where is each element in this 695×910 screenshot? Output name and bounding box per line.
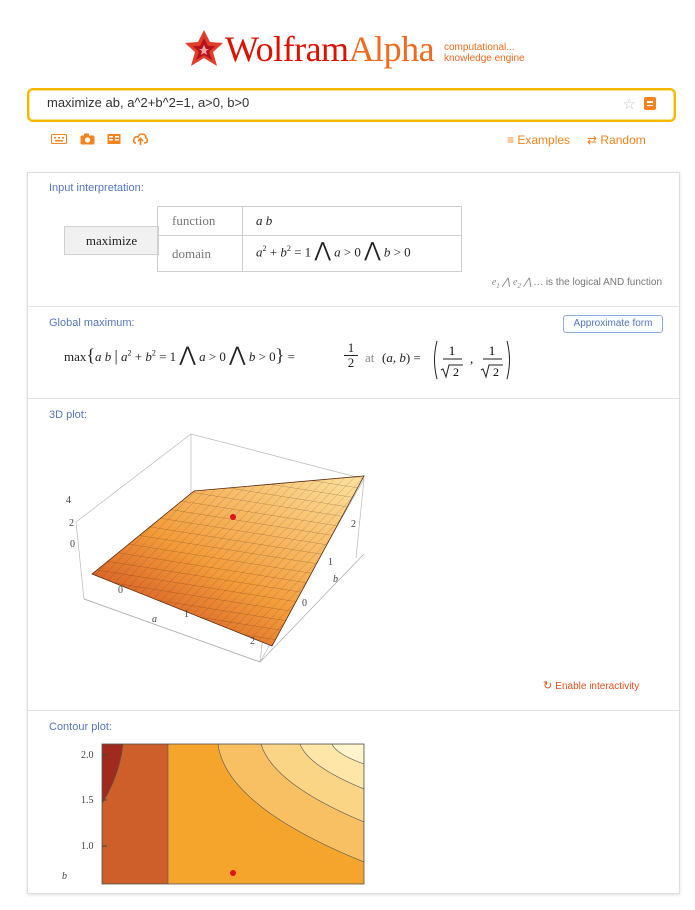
function-row bbox=[158, 207, 461, 236]
random-link[interactable] bbox=[587, 133, 646, 147]
domain-label: domain bbox=[172, 246, 211, 261]
surface-plot bbox=[48, 428, 378, 678]
brand-wolfram-text: Wolfram bbox=[225, 29, 349, 69]
tagline-line1: computational... bbox=[444, 42, 515, 53]
data-input-icon[interactable] bbox=[107, 133, 121, 145]
results-panel bbox=[27, 172, 680, 894]
a-tick-label: 1 bbox=[184, 609, 189, 620]
contour-maximum-marker bbox=[230, 870, 236, 876]
interactivity-icon: ↻ bbox=[543, 680, 556, 692]
search-bar bbox=[27, 88, 676, 122]
keyboard-icon[interactable] bbox=[51, 133, 67, 145]
max-fraction-denominator: 2 bbox=[347, 355, 355, 370]
enable-interactivity-link[interactable] bbox=[543, 679, 639, 692]
brand-wordmark bbox=[225, 30, 434, 68]
maximum-result: max{a b | $a^2 + b^2 = 1$ ⋀ a > 0 ⋀ b > 0} = bbox=[64, 344, 295, 366]
star-icon[interactable]: ☆ bbox=[622, 96, 636, 113]
max-fraction bbox=[344, 341, 358, 370]
approximate-form-button[interactable]: Approximate form bbox=[563, 315, 663, 333]
b-tick-label: 2 bbox=[351, 519, 356, 530]
function-label-cell bbox=[158, 207, 243, 235]
z-tick-label: 0 bbox=[70, 539, 75, 550]
b-tick-label: 0 bbox=[302, 598, 307, 609]
max-fraction-numerator: 1 bbox=[344, 341, 358, 356]
examples-link[interactable] bbox=[507, 133, 570, 147]
pod-title-global-maximum: Global maximum: bbox=[49, 317, 135, 329]
random-label: Random bbox=[600, 133, 646, 147]
function-value: a b bbox=[256, 213, 273, 228]
wolfram-alpha-logo[interactable] bbox=[183, 28, 543, 74]
search-input[interactable] bbox=[47, 95, 587, 110]
a-axis-label: a bbox=[152, 614, 157, 625]
pod-3d-plot bbox=[28, 398, 679, 711]
logical-and-note: $e_1$ ⋀ $e_2$ ⋀ … is the logical AND function bbox=[491, 277, 662, 290]
brand-alpha-text: Alpha bbox=[348, 29, 435, 69]
svg-text:,: , bbox=[470, 351, 474, 366]
svg-text:1: 1 bbox=[448, 343, 456, 358]
svg-text:2: 2 bbox=[453, 365, 459, 379]
surface-mesh bbox=[92, 476, 364, 646]
interpretation-table bbox=[157, 206, 462, 272]
pod-global-maximum bbox=[28, 306, 679, 399]
operation-cell: maximize bbox=[64, 226, 159, 255]
pod-title-input: Input interpretation: bbox=[49, 182, 144, 194]
maximum-point-marker bbox=[230, 514, 236, 520]
argmax-vector bbox=[430, 339, 514, 381]
b-axis-label: b bbox=[333, 574, 338, 585]
z-tick-label: 4 bbox=[66, 495, 71, 506]
svg-text:1: 1 bbox=[488, 343, 496, 358]
pod-title-3d-plot: 3D plot: bbox=[49, 409, 87, 421]
domain-value: $a^2 + b^2 = 1$ ⋀ a > 0 ⋀ b > 0 bbox=[256, 239, 411, 262]
argmax-point: (a, b) = bbox=[382, 350, 421, 365]
svg-text:2: 2 bbox=[493, 365, 499, 379]
contour-y-tick-label: 1.0 bbox=[81, 841, 94, 852]
pod-contour-plot bbox=[28, 710, 679, 910]
contour-y-tick-label: 2.0 bbox=[81, 750, 94, 761]
contour-y-axis-label: b bbox=[62, 871, 67, 882]
enable-interactivity-label: Enable interactivity bbox=[555, 681, 640, 692]
tagline bbox=[444, 42, 525, 64]
a-tick-label: 2 bbox=[250, 636, 255, 647]
go-icon[interactable] bbox=[644, 97, 656, 110]
tagline-line2: knowledge engine bbox=[444, 53, 525, 64]
upload-icon[interactable] bbox=[133, 133, 148, 146]
note-text: is the logical AND function bbox=[545, 277, 662, 288]
domain-label-cell bbox=[158, 236, 243, 271]
at-word: at bbox=[365, 350, 375, 365]
examples-label: Examples bbox=[517, 133, 571, 147]
contour-y-tick-label: 1.5 bbox=[81, 795, 94, 806]
a-tick-label: 0 bbox=[118, 585, 123, 596]
contour-plot bbox=[62, 744, 368, 884]
shuffle-icon: ⇄ bbox=[587, 133, 601, 147]
pod-title-contour-plot: Contour plot: bbox=[49, 721, 112, 733]
b-tick-label: 1 bbox=[328, 557, 333, 568]
function-label: function bbox=[172, 213, 216, 228]
z-tick-label: 2 bbox=[69, 518, 74, 529]
examples-icon: ≡ bbox=[507, 133, 518, 147]
pod-input-interpretation bbox=[28, 173, 679, 307]
spikey-logo-icon bbox=[183, 28, 225, 72]
camera-icon[interactable] bbox=[80, 133, 95, 145]
